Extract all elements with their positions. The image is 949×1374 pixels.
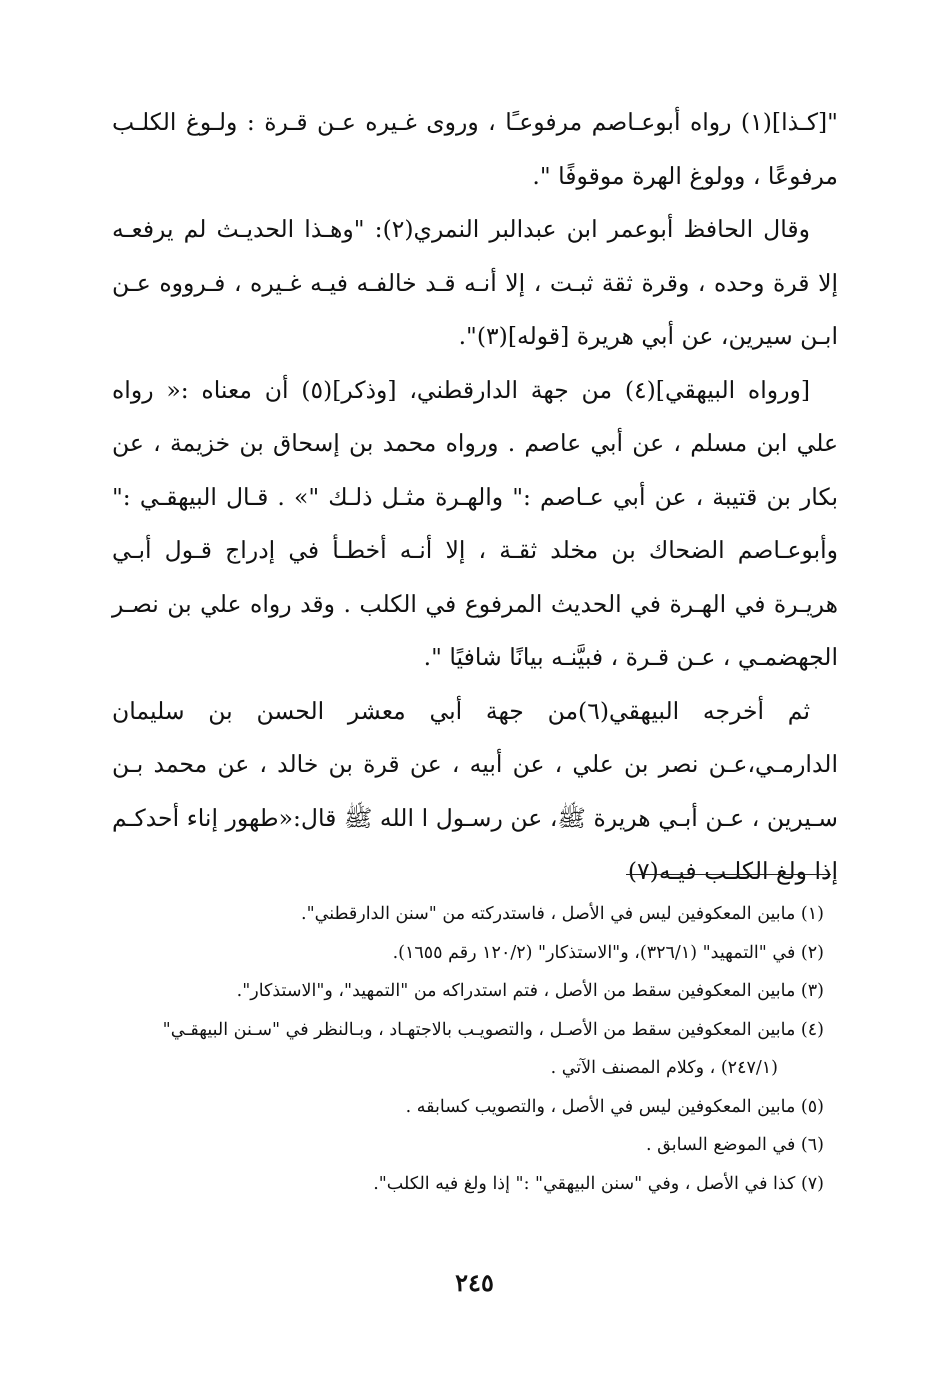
paragraph-4: ثم أخرجه البيهقي(٦)من جهة أبي معشر الحسن بن سليمان الدارمـي،عـن نصر بن علي ، عن أبيه ، عن قرة بن خالد ، عن محمد بـن سـيرين ، عـن أبـي هريرة ﷺ، عن رسـول ا الله ﷺ قال:«طهور إناء أحدكـم إذا ولغ الكلـب فيـه(٧) xyxy=(112,696,838,885)
main-text-body xyxy=(112,96,838,899)
footnote-2: (٢) في "التمهيد" (٣٢٦/١)، و"الاستذكار" (١٢٠/٢ رقم ١٦٥٥). xyxy=(392,942,824,963)
paragraph-1: "[كـذا](١) رواه أبوعـاصم مرفوعـًا ، وروى غـيره عـن قـرة : ولـوغ الكلـب مرفوعًا ، وولوغ الهرة موقوفًا ". xyxy=(112,108,838,190)
footnote-separator xyxy=(626,874,831,875)
footnote-4: (٤) مابين المعكوفين سقط من الأصـل ، والتصويـب بالاجتهـاد ، وبـالنظر في "سـنن البيهقـي" xyxy=(162,1019,824,1040)
paragraph-2: وقال الحافظ أبوعمر ابن عبدالبر النمري(٢): "وهـذا الحديـث لم يرفعـه إلا قرة وحده ، وقرة ثقة ثبـت ، إلا أنـه قـد خالفـه فيـه غـيره ، فـرووه عـن ابـن سيرين، عن أبي هريرة [قوله](٣)". xyxy=(112,215,838,350)
footnote-3: (٣) مابين المعكوفين سقط من الأصل ، فتم استدراكه من "التمهيد"، و"الاستذكار". xyxy=(236,981,824,1001)
footnotes xyxy=(112,895,824,1203)
footnote-5: (٥) مابين المعكوفين ليس في الأصل ، والتصويب كسابقه . xyxy=(405,1096,824,1117)
footnote-6: (٦) في الموضع السابق . xyxy=(646,1135,824,1155)
footnote-7: (٧) كذا في الأصل ، وفي "سنن البيهقي" :" إذا ولغ فيه الكلب". xyxy=(373,1173,824,1194)
paragraph-3: [ورواه البيهقي](٤) من جهة الدارقطني، [وذكر](٥) أن معناه :« رواه علي ابن مسلم ، عن أبي عاصم . ورواه محمد بن إسحاق بن خزيمة ، عن بكار بن قتيبة ، عن أبي عـاصم :" والهـرة مثـل ذلـك "» . قـال البيهقـي :" وأبوعـاصم الضحاك بن مخلد ثقـة ، إلا أنـه أخطـأ في إدراج قـول أبـي هريـرة في الهـرة في الحديث المرفوع في الكلب . وقد رواه علي بن نصـر الجهضمـي ، عـن قـرة ، فبيَّنـه بيانًا شافيًا ". xyxy=(112,375,838,671)
page-number: ٢٤٥ xyxy=(455,1268,494,1297)
footnote-4-continuation: (٢٤٧/١) ، وكلام المصنف الآتي . xyxy=(550,1058,778,1078)
footnote-1: (١) مابين المعكوفين ليس في الأصل ، فاستدركته من "سنن الدارقطني". xyxy=(301,904,824,924)
